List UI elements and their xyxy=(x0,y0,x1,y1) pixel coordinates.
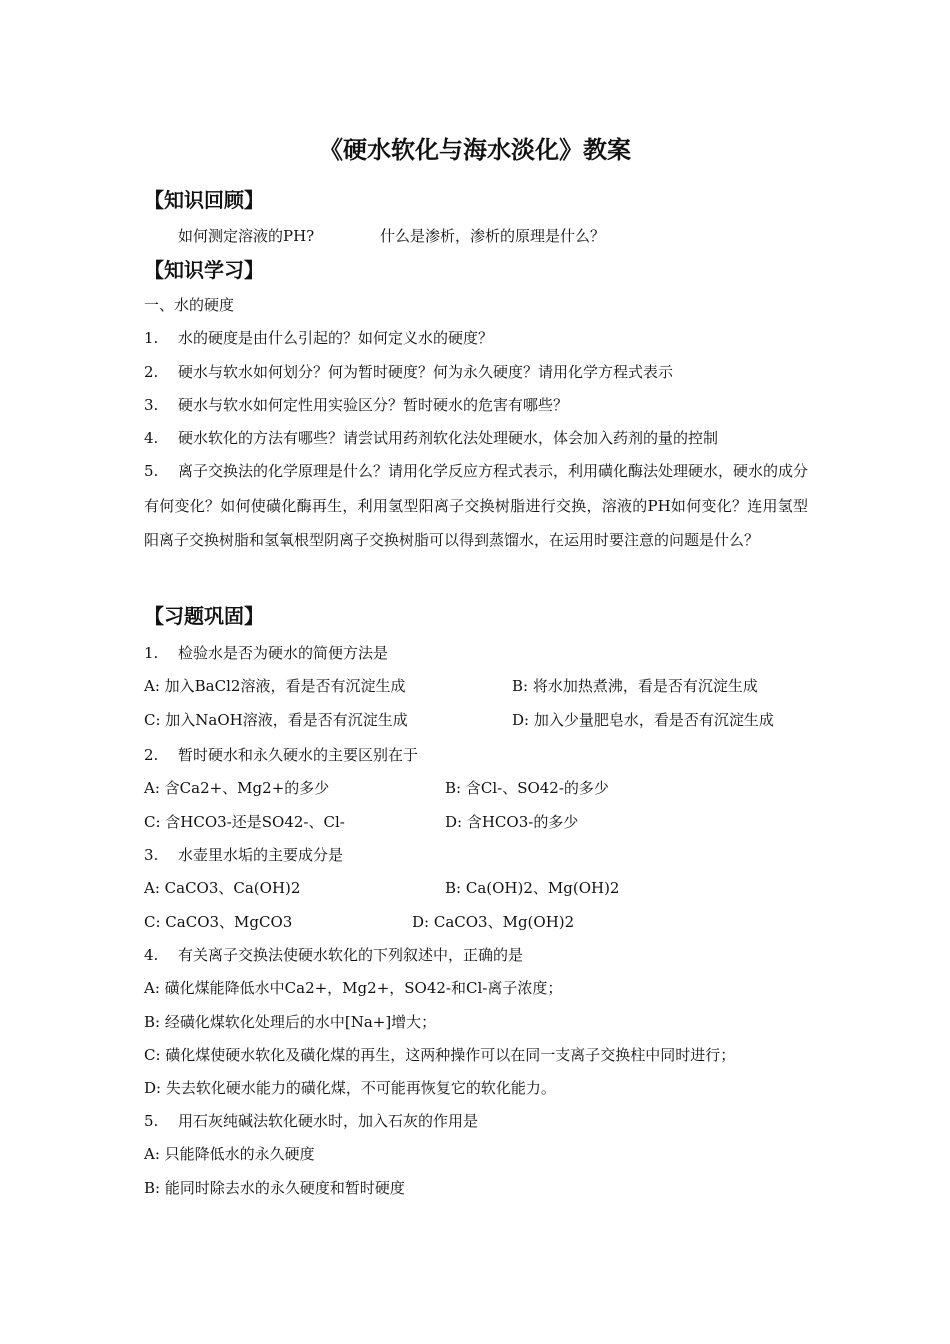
question-number: 4. xyxy=(144,946,159,964)
learning-item-1 xyxy=(144,327,493,349)
option-b: B: Ca(OH)2、Mg(OH)2 xyxy=(445,879,620,897)
question-number: 1. xyxy=(144,644,159,662)
exercise-4-stem xyxy=(144,944,523,966)
section-heading-learning: 【知识学习】 xyxy=(144,258,264,282)
exercise-5-stem xyxy=(144,1110,478,1132)
learning-item-5 xyxy=(144,454,808,558)
option-b: B: 含Cl-、SO42-的多少 xyxy=(445,779,609,797)
document-title: 《硬水软化与海水淡化》教案 xyxy=(319,136,631,164)
exercise-5-option-b: B: 能同时除去水的永久硬度和暂时硬度 xyxy=(144,1179,405,1197)
question-text: 有关离子交换法使硬水软化的下列叙述中，正确的是 xyxy=(178,946,524,964)
item-number: 4. xyxy=(144,429,159,447)
item-number: 2. xyxy=(144,363,159,381)
exercise-2-stem xyxy=(144,744,418,766)
exercise-4-option-d: D: 失去软化硬水能力的磺化煤，不可能再恢复它的软化能力。 xyxy=(144,1079,556,1097)
question-text: 用石灰纯碱法软化硬水时，加入石灰的作用是 xyxy=(178,1112,479,1130)
subheading-water-hardness: 一、水的硬度 xyxy=(144,296,235,314)
item-number: 1. xyxy=(144,329,159,347)
exercise-3-stem xyxy=(144,844,343,866)
section-heading-review: 【知识回顾】 xyxy=(144,188,264,212)
option-d: D: 加入少量肥皂水，看是否有沉淀生成 xyxy=(512,711,774,729)
question-text: 水壶里水垢的主要成分是 xyxy=(178,846,344,864)
question-number: 3. xyxy=(144,846,159,864)
question-text: 暂时硬水和永久硬水的主要区别在于 xyxy=(178,746,419,764)
option-a: A: 加入BaCl2溶液，看是否有沉淀生成 xyxy=(144,677,406,695)
option-c: C: 含HCO3-还是SO42-、Cl- xyxy=(144,813,345,831)
exercise-5-option-a: A: 只能降低水的永久硬度 xyxy=(144,1145,315,1163)
option-a: A: 含Ca2+、Mg2+的多少 xyxy=(144,779,330,797)
learning-item-2 xyxy=(144,361,673,383)
question-number: 2. xyxy=(144,746,159,764)
item-number: 5. xyxy=(144,462,159,480)
item-text: 离子交换法的化学原理是什么？请用化学反应方程式表示，利用磺化酶法处理硬水，硬水的成分有何变化？如何使磺化酶再生，利用氢型阳离子交换树脂进行交换，溶液的PH如何变化？连用氢型阳离子交换树脂和氢氧根型阴离子交换树脂可以得到蒸馏水，在运用时要注意的问题是什么？ xyxy=(144,462,809,549)
learning-item-3 xyxy=(144,394,568,416)
question-number: 5. xyxy=(144,1112,159,1130)
item-text: 水的硬度是由什么引起的？如何定义水的硬度？ xyxy=(178,329,494,347)
section-heading-exercises: 【习题巩固】 xyxy=(144,604,264,628)
item-text: 硬水软化的方法有哪些？请尝试用药剂软化法处理硬水，体会加入药剂的量的控制 xyxy=(178,429,719,447)
option-c: C: 加入NaOH溶液，看是否有沉淀生成 xyxy=(144,711,408,729)
option-d: D: 含HCO3-的多少 xyxy=(445,813,579,831)
option-b: B: 将水加热煮沸，看是否有沉淀生成 xyxy=(512,677,758,695)
review-question-ph: 如何测定溶液的PH? xyxy=(178,227,315,245)
exercise-4-option-c: C: 磺化煤使硬水软化及磺化煤的再生，这两种操作可以在同一支离子交换柱中同时进行； xyxy=(144,1046,736,1064)
option-d: D: CaCO3、Mg(OH)2 xyxy=(412,913,575,931)
exercise-1-stem xyxy=(144,642,388,664)
question-text: 检验水是否为硬水的简便方法是 xyxy=(178,644,389,662)
item-text: 硬水与软水如何定性用实验区分？暂时硬水的危害有哪些？ xyxy=(178,396,569,414)
review-question-dialysis: 什么是渗析，渗析的原理是什么？ xyxy=(380,227,606,245)
exercise-4-option-a: A: 磺化煤能降低水中Ca2+，Mg2+，SO42-和Cl-离子浓度； xyxy=(144,979,563,997)
item-number: 3. xyxy=(144,396,159,414)
item-text: 硬水与软水如何划分？何为暂时硬度？何为永久硬度？请用化学方程式表示 xyxy=(178,363,674,381)
option-c: C: CaCO3、MgCO3 xyxy=(144,913,293,931)
exercise-4-option-b: B: 经磺化煤软化处理后的水中[Na+]增大； xyxy=(144,1013,437,1031)
option-a: A: CaCO3、Ca(OH)2 xyxy=(144,879,301,897)
learning-item-4 xyxy=(144,427,718,449)
